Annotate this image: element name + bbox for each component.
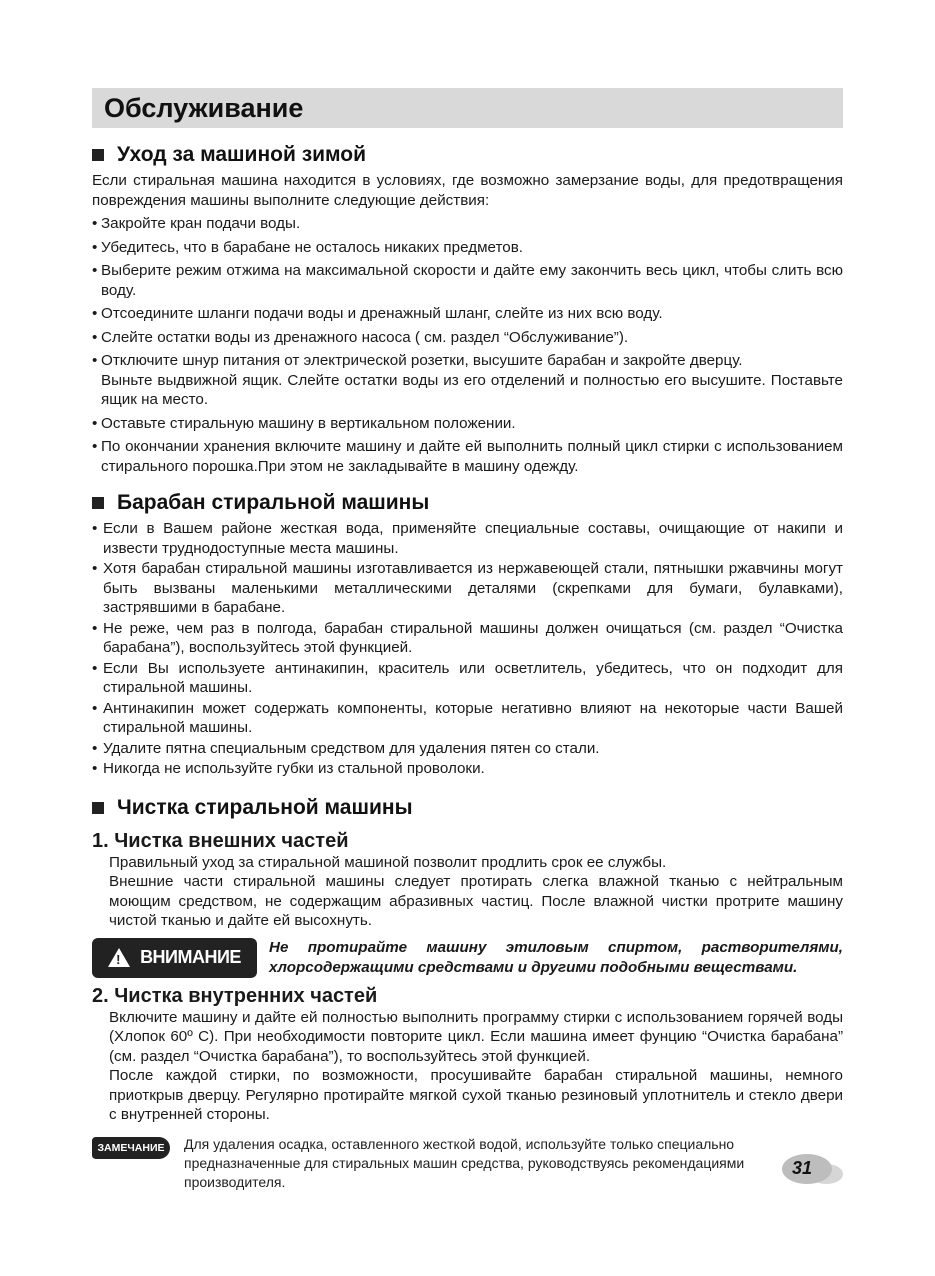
- sub-heading-internal: 2. Чистка внутренних частей: [92, 984, 378, 1007]
- list-item: • Оставьте стиральную машину в вертикальном положении.: [92, 414, 843, 434]
- page-number: 31: [792, 1158, 813, 1178]
- warning-badge: [92, 938, 257, 978]
- list-item: • Закройте кран подачи воды.: [92, 214, 843, 234]
- list-item: • Убедитесь, что в барабане не осталось никаких предметов.: [92, 238, 843, 258]
- note-block: [92, 1135, 843, 1192]
- section-heading-winter: [92, 142, 843, 168]
- section-title: Чистка стиральной машины: [117, 795, 413, 819]
- external-para-1: Правильный уход за стиральной машиной позволит продлить срок ее службы.: [109, 853, 667, 871]
- note-badge: ЗАМЕЧАНИЕ: [92, 1137, 170, 1159]
- list-item: • Антинакипин может содержать компоненты, которые негативно влияют на некоторые части Вашей стиральной машины.: [92, 699, 843, 738]
- list-item: • Отсоедините шланги подачи воды и дренажный шланг, слейте из них всю воду.: [92, 304, 843, 324]
- square-bullet-icon: [92, 802, 104, 814]
- list-item: • Выберите режим отжима на максимальной скорости и дайте ему закончить весь цикл, чтобы слить всю воду.: [92, 261, 843, 300]
- internal-body: [92, 1008, 843, 1125]
- section-title: Уход за машиной зимой: [117, 143, 367, 166]
- list-item: • Не реже, чем раз в полгода, барабан стиральной машины должен очищаться (см. раздел “Очистка барабана”), воспользуйтесь этой функцией.: [92, 619, 843, 658]
- section-heading-cleaning: [92, 795, 843, 821]
- warning-block: [92, 938, 843, 978]
- square-bullet-icon: [92, 149, 104, 161]
- warning-triangle-icon: !: [108, 948, 130, 967]
- section-title: Барабан стиральной машины: [117, 491, 430, 514]
- winter-intro: Если стиральная машина находится в условиях, где возможно замерзание воды, для предотвращения повреждения машины выполните следующие действия:: [92, 172, 843, 209]
- list-item: • Удалите пятна специальным средством для удаления пятен со стали.: [92, 739, 843, 759]
- list-item-text: Отключите шнур питания от электрической розетки, высушите барабан и закройте дверцу.: [101, 352, 743, 369]
- external-para-2: Внешние части стиральной машины следует протирать слегка влажной тканью с нейтральным моющим средством, не содержащим абразивных частиц. После влажной чистки протрите машину чистой тканью и дайте ей высохнуть.: [109, 873, 843, 929]
- drum-list: [92, 519, 843, 779]
- list-item: • Слейте остатки воды из дренажного насоса ( см. раздел “Обслуживание”).: [92, 328, 843, 348]
- external-body: [92, 853, 843, 931]
- square-bullet-icon: [92, 497, 104, 509]
- list-item: • Никогда не используйте губки из стальной проволоки.: [92, 759, 843, 779]
- list-item-extra: Выньте выдвижной ящик. Слейте остатки воды из его отделений и полностью его высушите. Поставьте ящик на место.: [101, 371, 843, 408]
- warning-label: ВНИМАНИЕ: [140, 947, 241, 967]
- manual-page: [92, 88, 843, 1192]
- page-title: Обслуживание: [92, 88, 843, 128]
- warning-text: Не протирайте машину этиловым спиртом, растворителями, хлорсодержащими средствами и другими подобными веществами.: [269, 938, 843, 976]
- list-item: • Хотя барабан стиральной машины изготавливается из нержавеющей стали, пятнышки ржавчины могут быть вызваны маленькими металлическими деталями (скрепками для бумаги, булавками), застрявшими в барабане.: [92, 559, 843, 618]
- sub-heading-external: 1. Чистка внешних частей: [92, 829, 349, 852]
- list-item: • Если в Вашем районе жесткая вода, применяйте специальные составы, очищающие от накипи и извести труднодоступные места машины.: [92, 519, 843, 558]
- list-item: • По окончании хранения включите машину и дайте ей выполнить полный цикл стирки с использованием стирального порошка.При этом не закладывайте в машину одежду.: [92, 437, 843, 476]
- section-heading-drum: [92, 490, 843, 516]
- note-text: Для удаления осадка, оставленного жесткой водой, используйте только специально предназначенные для стиральных машин средства, руководствуясь рекомендациями производителя.: [184, 1135, 745, 1190]
- internal-para-2: После каждой стирки, по возможности, просушивайте барабан стиральной машины, немного приоткрыв дверцу. Регулярно протирайте мягкой сухой тканью резиновый уплотнитель и стекло двери с внутренней стороны.: [109, 1067, 843, 1123]
- list-item: • Если Вы используете антинакипин, краситель или осветлитель, убедитесь, что он подходит для стиральной машины.: [92, 659, 843, 698]
- list-item: [92, 351, 843, 410]
- internal-para-1: Включите машину и дайте ей полностью выполнить программу стирки с использованием горячей воды (Хлопок 60º С). При необходимости повторите цикл. Если машина имеет фунцию “Очистка барабана” (см. раздел “Очистка барабана”), то воспользуйтесь этой функцией.: [109, 1008, 843, 1065]
- winter-list: [92, 214, 843, 476]
- page-number-badge: [782, 1154, 842, 1186]
